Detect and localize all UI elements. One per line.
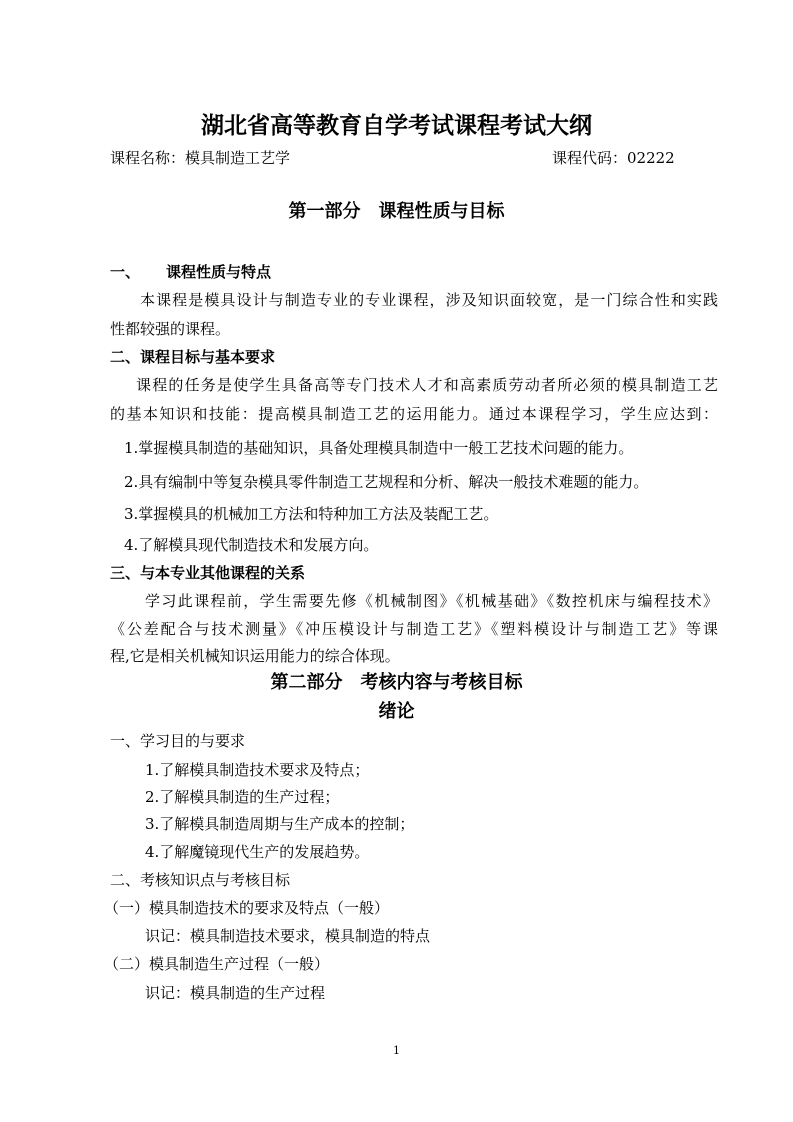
knowledge-point-detail: 识记：模具制造的生产过程 (145, 984, 326, 1002)
part2-s1-title: 一、学习目的与要求 (110, 732, 246, 750)
list-item: 4.了解模具现代制造技术和发展方向。 (124, 536, 379, 554)
list-item: 1.了解模具制造技术要求及特点； (145, 761, 370, 779)
document-title: 湖北省高等教育自学考试课程考试大纲 (201, 113, 592, 139)
list-item: 1.掌握模具制造的基础知识，具备处理模具制造中一般工艺技术问题的能力。 (124, 439, 634, 457)
knowledge-point-detail: 识记：模具制造技术要求，模具制造的特点 (145, 927, 431, 945)
paragraph-line: 的基本知识和技能：提高模具制造工艺的运用能力。通过本课程学习，学生应达到： (110, 405, 718, 423)
paragraph-line: 学习此课程前，学生需要先修《机械制图》《机械基础》《数控机床与编程技术》 (145, 592, 718, 610)
knowledge-point-title: （二）模具制造生产过程（一般） (104, 955, 330, 973)
part1-s1-title: 课程性质与特点 (166, 263, 272, 281)
list-item: 3.掌握模具的机械加工方法和特种加工方法及装配工艺。 (124, 505, 499, 523)
paragraph-line: 本课程是模具设计与制造专业的专业课程，涉及知识面较宽，是一门综合性和实践 (140, 291, 718, 309)
page-number: 1 (393, 1044, 400, 1057)
part1-s3-title: 三、与本专业其他课程的关系 (110, 564, 306, 582)
paragraph-line: 程,它是相关机械知识运用能力的综合体现。 (110, 647, 400, 665)
paragraph-line: 课程的任务是使学生具备高等专门技术人才和高素质劳动者所必须的模具制造工艺 (136, 376, 718, 394)
list-item: 3.了解模具制造周期与生产成本的控制； (145, 815, 415, 833)
course-name: 课程名称：模具制造工艺学 (110, 149, 291, 167)
part1-s2-title: 二、课程目标与基本要求 (110, 348, 276, 366)
list-item: 2.具有编制中等复杂模具零件制造工艺规程和分析、解决一般技术难题的能力。 (124, 473, 649, 491)
paragraph-line: 性都较强的课程。 (110, 320, 231, 338)
list-item: 2.了解模具制造的生产过程； (145, 788, 340, 806)
part1-heading: 第一部分 课程性质与目标 (288, 201, 505, 222)
knowledge-point-title: （一）模具制造技术的要求及特点（一般） (104, 899, 390, 917)
chapter-title: 绪论 (378, 701, 415, 722)
part2-s2-title: 二、考核知识点与考核目标 (110, 871, 291, 889)
list-item: 4.了解魔镜现代生产的发展趋势。 (145, 843, 370, 861)
course-code: 课程代码：02222 (552, 149, 675, 167)
paragraph-line: 《公差配合与技术测量》《冲压模设计与制造工艺》《塑料模设计与制造工艺》等课 (110, 620, 718, 638)
part2-heading: 第二部分 考核内容与考核目标 (270, 672, 523, 693)
part1-s1-number: 一、 (110, 263, 141, 281)
